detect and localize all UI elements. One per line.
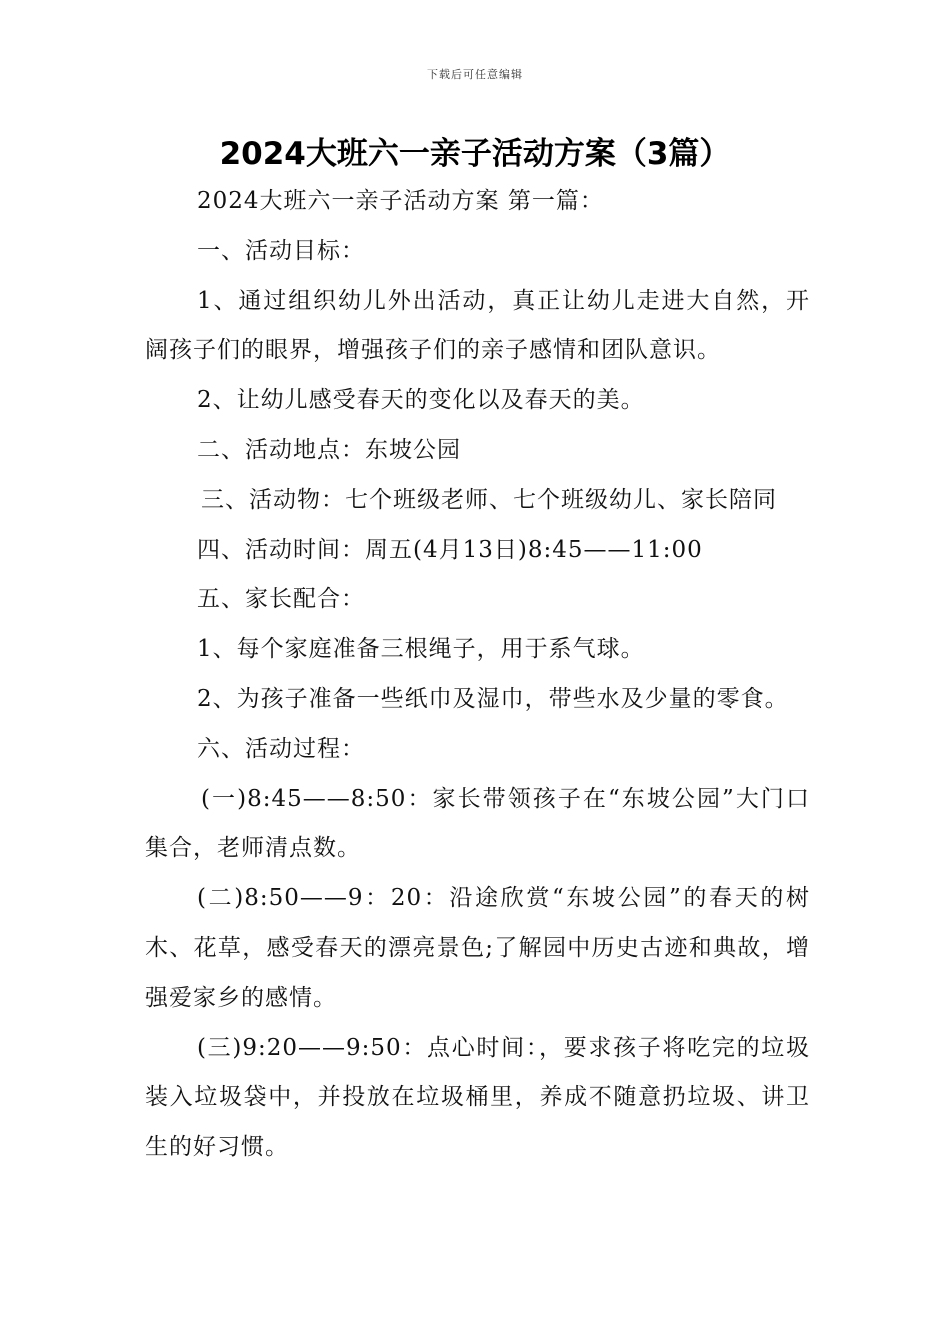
- paragraph-process-heading: 六、活动过程：: [197, 735, 365, 762]
- paragraph-parent-1: 1、每个家庭准备三根绳子，用于系气球。: [197, 636, 645, 663]
- paragraph-location: 二、活动地点：东坡公园: [197, 436, 461, 463]
- paragraph-parent-2: 2、为孩子准备一些纸巾及湿巾，带些水及少量的零食。: [197, 685, 789, 712]
- paragraph-process-3: (三)9:20——9:50：点心时间：，要求孩子将吃完的垃圾装入垃圾袋中，并投放在垃圾桶里，养成不随意扔垃圾、讲卫生的好习惯。: [145, 1034, 810, 1161]
- paragraph-participants: 三、活动物：七个班级老师、七个班级幼儿、家长陪同: [201, 486, 777, 513]
- paragraph-time: 四、活动时间：周五(4月13日)8:45——11:00: [197, 536, 703, 563]
- paragraph-parent-heading: 五、家长配合：: [197, 586, 365, 613]
- paragraph-goal-heading: 一、活动目标：: [197, 237, 365, 264]
- document-body: [145, 177, 810, 1173]
- paragraph-section-heading: 2024大班六一亲子活动方案 第一篇：: [197, 188, 604, 214]
- document-title: 2024大班六一亲子活动方案（3篇）: [219, 136, 731, 172]
- paragraph-goal-2: 2、让幼儿感受春天的变化以及春天的美。: [197, 387, 645, 414]
- header-note: 下载后可任意编辑: [427, 68, 523, 81]
- paragraph-goal-1: 1、通过组织幼儿外出活动，真正让幼儿走进大自然，开阔孩子们的眼界，增强孩子们的亲子感情和团队意识。: [145, 287, 810, 364]
- paragraph-process-1: (一)8:45——8:50：家长带领孩子在“东坡公园”大门口集合，老师清点数。: [145, 785, 810, 862]
- paragraph-process-2: (二)8:50——9：20：沿途欣赏“东坡公园”的春天的树木、花草，感受春天的漂亮景色;了解园中历史古迹和典故，增强爱家乡的感情。: [145, 885, 810, 1011]
